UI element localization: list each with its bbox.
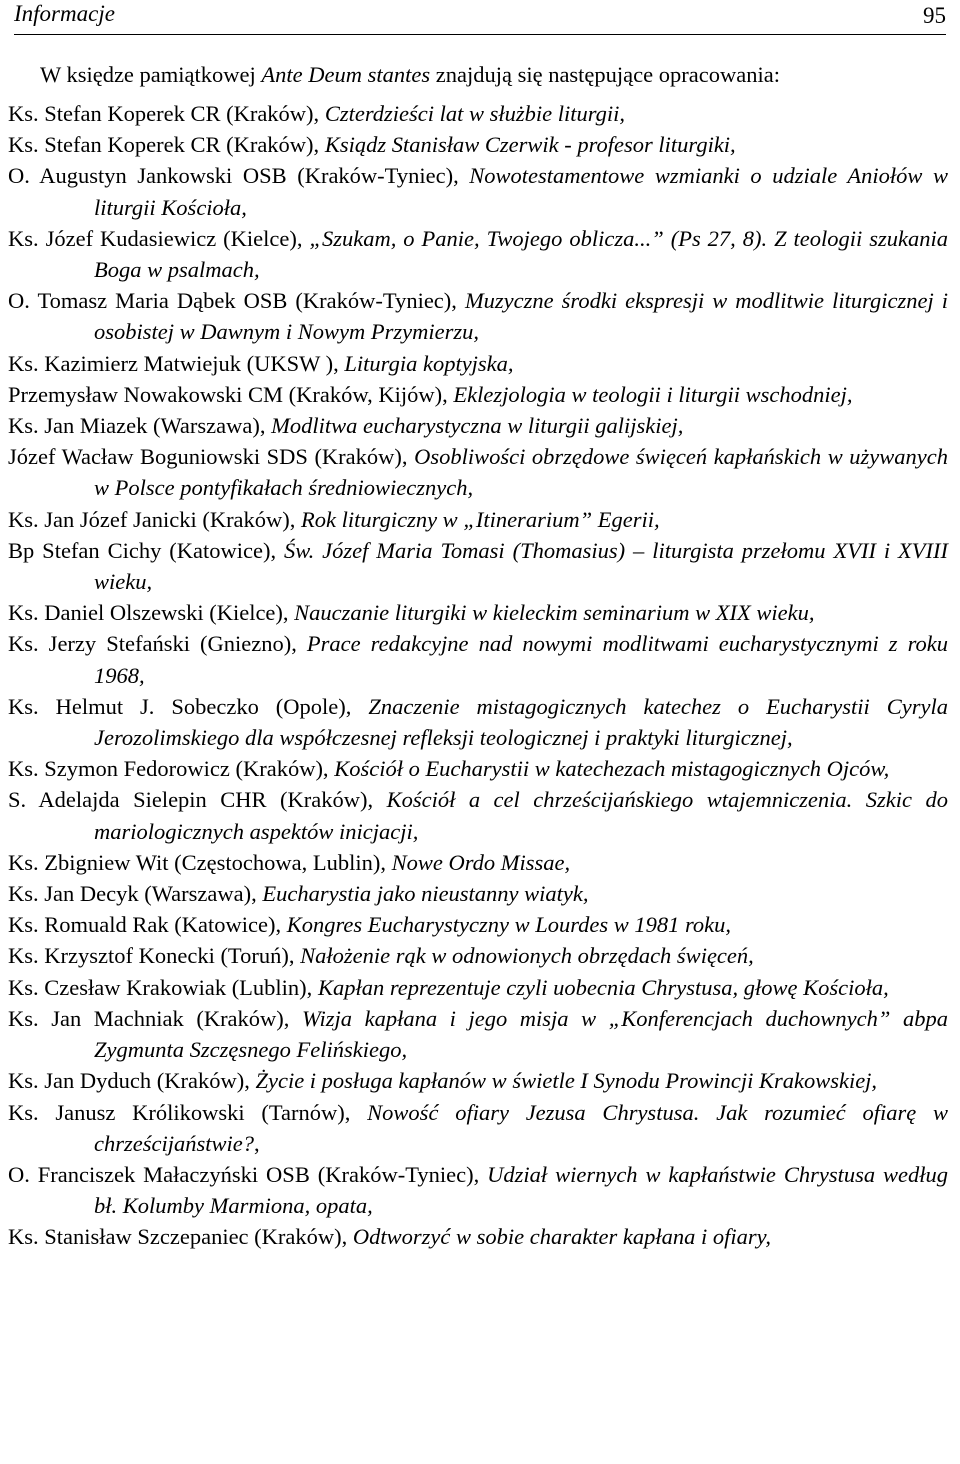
list-item (8, 98, 952, 129)
entry-title: Wizja kapłana i jego misja w „Konferencjach duchownych” abpa Zygmunta Szczęsnego Felińskiego, (94, 1005, 948, 1063)
entry-title: Liturgia koptyjska, (344, 350, 514, 376)
entry-title: Kościół a cel chrześcijańskiego wtajemniczenia. Szkic do mariologicznych aspektów inicjacji, (94, 787, 948, 844)
entry-author: Ks. Zbigniew Wit (Częstochowa, Lublin), (8, 849, 392, 875)
list-item (8, 1097, 952, 1159)
list-item (8, 784, 952, 846)
list-item (8, 878, 952, 909)
entry-author: Ks. Szymon Fedorowicz (Kraków), (8, 756, 335, 782)
list-item (8, 348, 952, 379)
list-item (8, 223, 952, 285)
running-header-title: Informacje (14, 1, 115, 26)
entry-title: Św. Józef Maria Tomasi (Thomasius) – liturgista przełomu XVII i XVIII wieku, (94, 537, 948, 595)
entry-author: Ks. Janusz Królikowski (Tarnów), (8, 1099, 368, 1125)
entry-author: Ks. Jan Miazek (Warszawa), (8, 413, 272, 439)
list-item (8, 597, 952, 628)
list-item (8, 691, 952, 753)
list-item (8, 972, 952, 1003)
entry-author: Ks. Kazimierz Matwiejuk (UKSW ), (8, 350, 345, 376)
list-item (8, 940, 952, 971)
list-item (8, 285, 952, 347)
entry-title: Eucharystia jako nieustanny wiatyk, (262, 881, 589, 907)
list-item (8, 410, 952, 441)
entry-author: Ks. Jan Józef Janicki (Kraków), (8, 506, 302, 532)
entry-author: Ks. Krzysztof Konecki (Toruń), (8, 943, 301, 969)
entry-title: Życie i posługa kapłanów w świetle I Synodu Prowincji Krakowskiej, (255, 1068, 878, 1094)
publications-list (8, 98, 952, 1253)
entry-author: Józef Wacław Boguniowski SDS (Kraków), (8, 444, 415, 470)
entry-author: O. Augustyn Jankowski OSB (Kraków-Tyniec), (8, 163, 470, 189)
intro-text-before: W księdze pamiątkowej (40, 62, 262, 87)
list-item (8, 160, 952, 222)
list-item (8, 1221, 952, 1252)
list-item (8, 753, 952, 784)
entry-title: Nauczanie liturgiki w kieleckim seminarium w XIX wieku, (294, 600, 815, 626)
entry-title: Nowotestamentowe wzmianki o udziale Aniołów w liturgii Kościoła, (94, 163, 949, 220)
entry-title: Odtworzyć w sobie charakter kapłana i ofiary, (352, 1224, 771, 1250)
list-item (8, 1003, 952, 1065)
list-item (8, 535, 952, 597)
entry-author: Ks. Stanisław Szczepaniec (Kraków), (8, 1224, 353, 1250)
entry-title: Kościół o Eucharystii w katechezach mistagogicznych Ojców, (334, 756, 890, 782)
entry-author: Ks. Stefan Koperek CR (Kraków), (8, 132, 325, 158)
entry-author: Ks. Helmut J. Sobeczko (Opole), (8, 693, 369, 719)
entry-title: Modlitwa eucharystyczna w liturgii galijskiej, (271, 413, 684, 439)
entry-suffix: , (253, 1130, 260, 1156)
entry-author: Przemysław Nowakowski CM (Kraków, Kijów), (8, 381, 454, 407)
entry-author: S. Adelajda Sielepin CHR (Kraków), (8, 787, 387, 813)
list-item (8, 909, 952, 940)
entry-title: Eklezjologia w teologii i liturgii wschodniej, (453, 381, 853, 407)
entry-author: Ks. Czesław Krakowiak (Lublin), (8, 974, 318, 1000)
entry-title: Rok liturgiczny w „Itinerarium” Egerii, (301, 506, 660, 532)
entry-title: Nałożenie rąk w odnowionych obrzędach święceń, (300, 943, 754, 969)
page-header (8, 0, 952, 37)
intro-paragraph (8, 59, 952, 90)
entry-title: Kapłan reprezentuje czyli uobecnia Chrystusa, głowę Kościoła, (317, 974, 889, 1000)
list-item (8, 847, 952, 878)
entry-author: Ks. Józef Kudasiewicz (Kielce), (8, 225, 310, 251)
entry-title: Czterdzieści lat w służbie liturgii, (324, 101, 626, 126)
entry-title: Osobliwości obrzędowe święceń kapłańskich w używanych w Polsce pontyfikałach średniowiecznych, (94, 444, 948, 501)
list-item (8, 1065, 952, 1096)
entry-author: Ks. Jan Machniak (Kraków), (8, 1005, 302, 1031)
list-item (8, 129, 952, 160)
entry-title: Kongres Eucharystyczny w Lourdes w 1981 roku, (286, 912, 732, 938)
entry-title: Ksiądz Stanisław Czerwik - profesor liturgiki, (324, 132, 736, 158)
list-item (8, 504, 952, 535)
list-item (8, 379, 952, 410)
entry-title: Udział wiernych w kapłaństwie Chrystusa według bł. Kolumby Marmiona, opata, (94, 1161, 948, 1219)
entry-author: Ks. Jan Decyk (Warszawa), (8, 881, 263, 907)
entry-title: „Szukam, o Panie, Twojego oblicza...” (Ps 27, 8). Z teologii szukania Boga w psalmach, (94, 225, 948, 283)
list-item (8, 1159, 952, 1221)
intro-text-after: znajdują się następujące opracowania: (430, 62, 780, 87)
page-number: 95 (923, 3, 946, 28)
list-item (8, 628, 952, 690)
header-rule (14, 34, 946, 35)
entry-title: Prace redakcyjne nad nowymi modlitwami eucharystycznymi z roku 1968, (94, 631, 948, 688)
entry-author: Ks. Daniel Olszewski (Kielce), (8, 600, 295, 626)
entry-author: Ks. Stefan Koperek CR (Kraków), (8, 101, 325, 126)
entry-title: Nowe Ordo Missae, (391, 849, 571, 875)
entry-title: Muzyczne środki ekspresji w modlitwie liturgicznej i osobistej w Dawnym i Nowym Przymierzu, (94, 288, 948, 345)
entry-author: Ks. Romuald Rak (Katowice), (8, 912, 287, 938)
intro-book-title: Ante Deum stantes (261, 62, 431, 87)
entry-title: Nowość ofiary Jezusa Chrystusa. Jak rozumieć ofiarę w chrześcijaństwie? (94, 1099, 948, 1156)
entry-title: Znaczenie mistagogicznych katechez o Eucharystii Cyryla Jerozolimskiego dla współczesnej refleksji teologicznej i praktyki liturgicznej, (94, 693, 948, 751)
entry-author: O. Tomasz Maria Dąbek OSB (Kraków-Tyniec), (8, 288, 465, 314)
entry-author: Ks. Jan Dyduch (Kraków), (8, 1068, 256, 1094)
entry-author: Bp Stefan Cichy (Katowice), (8, 537, 284, 563)
entry-author: O. Franciszek Małaczyński OSB (Kraków-Tyniec), (8, 1161, 488, 1187)
entry-author: Ks. Jerzy Stefański (Gniezno), (8, 631, 307, 657)
list-item (8, 441, 952, 503)
